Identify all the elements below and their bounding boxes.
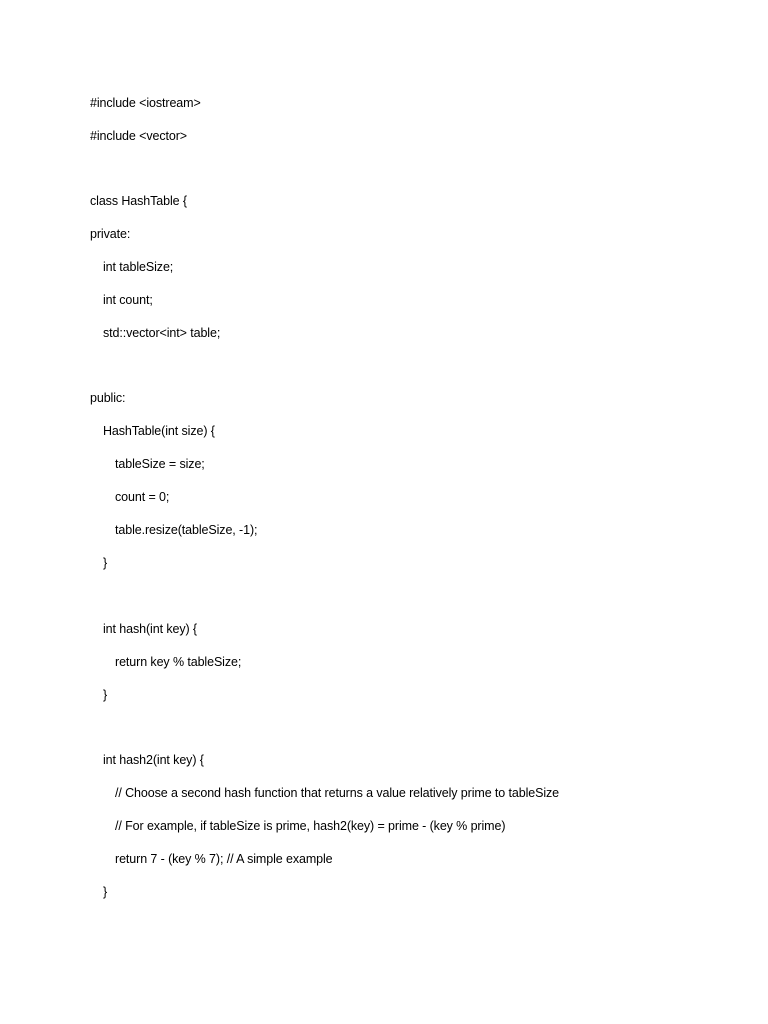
code-line-include-iostream: #include <iostream> — [90, 96, 201, 110]
code-line-assign-count: count = 0; — [115, 490, 170, 504]
code-line-hash2-close: } — [103, 885, 108, 899]
code-line-table-member: std::vector<int> table; — [103, 326, 221, 340]
code-line-class-declaration: class HashTable { — [90, 194, 187, 208]
code-line-public-label: public: — [90, 391, 126, 405]
code-line-include-vector: #include <vector> — [90, 129, 187, 143]
code-line-hash-signature: int hash(int key) { — [103, 622, 197, 636]
code-line-constructor-close: } — [103, 556, 108, 570]
code-line-constructor: HashTable(int size) { — [103, 424, 215, 438]
code-line-hash2-comment-2: // For example, if tableSize is prime, hash2(key) = prime - (key % prime) — [115, 819, 506, 833]
code-line-hash2-signature: int hash2(int key) { — [103, 753, 204, 767]
code-line-tablesize-member: int tableSize; — [103, 260, 174, 274]
code-line-hash2-return: return 7 - (key % 7); // A simple example — [115, 852, 333, 866]
code-line-table-resize: table.resize(tableSize, -1); — [115, 523, 258, 537]
code-line-count-member: int count; — [103, 293, 153, 307]
code-line-hash-return: return key % tableSize; — [115, 655, 242, 669]
code-line-private-label: private: — [90, 227, 131, 241]
code-line-hash-close: } — [103, 688, 108, 702]
code-line-hash2-comment-1: // Choose a second hash function that returns a value relatively prime to tableSize — [115, 786, 560, 800]
code-line-assign-tablesize: tableSize = size; — [115, 457, 205, 471]
